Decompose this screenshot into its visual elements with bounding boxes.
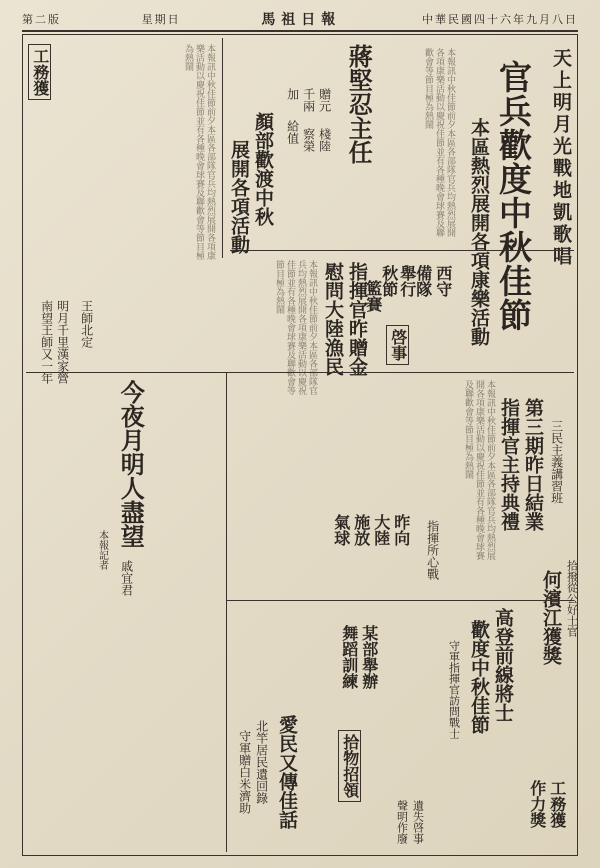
general-subheadline: 歡度中秋佳節	[467, 620, 490, 734]
main-subheadline: 本區熱烈展開各項康樂活動	[468, 118, 490, 346]
jiang-gift-f: 加	[285, 88, 300, 100]
yesterday-label: 昨向	[391, 514, 411, 546]
poem-headline: 天上明月光戰地凱歌唱	[550, 48, 572, 268]
moon-headline: 今夜月明人盡望	[116, 380, 146, 548]
third-text: 本報訊中秋佳節前夕本區各部隊官兵均熱烈展開各項康樂活動以慶祝佳節並有各種晚會球賽及聯歡會等節目極為熱鬧	[463, 380, 495, 560]
balloon-label: 氣球	[331, 514, 351, 546]
statement: 聲明作廢	[395, 800, 409, 844]
author-label: 戚宜君	[119, 560, 134, 596]
love-headline: 愛民又傳佳話	[275, 715, 298, 829]
page-number: 第二版	[22, 13, 61, 26]
lost-headline: 拾物招領	[338, 730, 361, 802]
third-headline: 第三期昨日結業	[521, 398, 544, 531]
dance-label: 舞蹈訓練	[339, 625, 359, 689]
release-label: 施放	[351, 514, 371, 546]
fishers-headline: 慰問大陸漁民	[321, 262, 344, 376]
match-label: 籃賽	[363, 280, 383, 312]
commander-headline: 指揮官昨贈金	[345, 262, 368, 376]
left-top-text: 本報訊中秋佳節前夕本區各部隊官兵均熱烈展開各項康樂活動以慶祝佳節並有各種晚會球賽及聯歡會等節目極為熱鬧	[183, 44, 215, 260]
award-headline: 工務獲	[28, 44, 51, 100]
issue-date: 中華民國四十六年九月八日	[421, 13, 578, 26]
sanmin-label: 三民主義講習班	[549, 420, 564, 504]
command-post-label: 指揮所心戰	[425, 520, 440, 580]
jiang-gift-c: 給值	[285, 120, 300, 144]
newspaper-name: 馬祖日報	[261, 12, 342, 28]
award-bottom-1: 工務獲	[547, 780, 567, 828]
guard-label: 守軍指揮官訪問戰士	[447, 640, 461, 739]
masthead	[22, 8, 578, 32]
main-article-text: 本報訊中秋佳節前夕本區各部隊官兵均熱烈展開各項康樂活動以慶祝佳節並有各種晚會球賽及聯歡會等節目極為熱鬧	[423, 48, 455, 237]
love-sub-2: 守軍贈白米濟助	[237, 730, 252, 814]
hq-subheadline: 展開各項活動	[227, 140, 250, 254]
general-headline: 高登前線將士	[491, 608, 514, 722]
weekday: 星期日	[141, 13, 181, 26]
reporter-label: 本報記者	[96, 530, 108, 570]
misc-notice: 啓事	[386, 325, 409, 365]
west-label: 西守	[433, 265, 453, 297]
ceremony-headline: 指揮官主持典禮	[497, 398, 520, 531]
jiang-gift-e: 察榮	[301, 128, 316, 152]
main-headline: 官兵歡度中秋佳節	[494, 60, 533, 332]
gift-subheadline: 拾撥從公好士官	[565, 560, 579, 637]
love-sub-1: 北竿居民遺回錄	[254, 720, 269, 804]
commander-text: 本報訊中秋佳節前夕本區各部隊官兵均熱烈展開各項康樂活動以慶祝佳節並有各種晚會球賽及聯歡會等節目極為熱鬧	[274, 260, 317, 395]
nan-line: 南望王師又一年	[39, 300, 54, 384]
wang-line: 王師北定	[79, 300, 94, 348]
jiang-gift-a: 贈元	[317, 88, 332, 112]
gift-headline: 何濱江獲獎	[539, 570, 562, 665]
jiang-gift-b: 千兩	[301, 88, 316, 112]
team-label: 備隊	[413, 265, 433, 297]
lost-notice: 遺失啓事	[411, 800, 425, 844]
mainland-label: 大陸	[371, 514, 391, 546]
hold-label: 舉行	[397, 265, 417, 297]
mj-label: 某部舉辦	[359, 625, 379, 689]
jiang-gift-d: 棧陸	[317, 128, 332, 152]
hq-headline: 顏部歡渡中秋	[251, 112, 274, 226]
moon-poem: 明月千里漢家營	[55, 300, 70, 384]
award-bottom-2: 作力獎	[527, 780, 547, 828]
games-label: 秋節	[379, 265, 399, 297]
jiang-headline: 蔣堅忍主任	[344, 44, 374, 164]
